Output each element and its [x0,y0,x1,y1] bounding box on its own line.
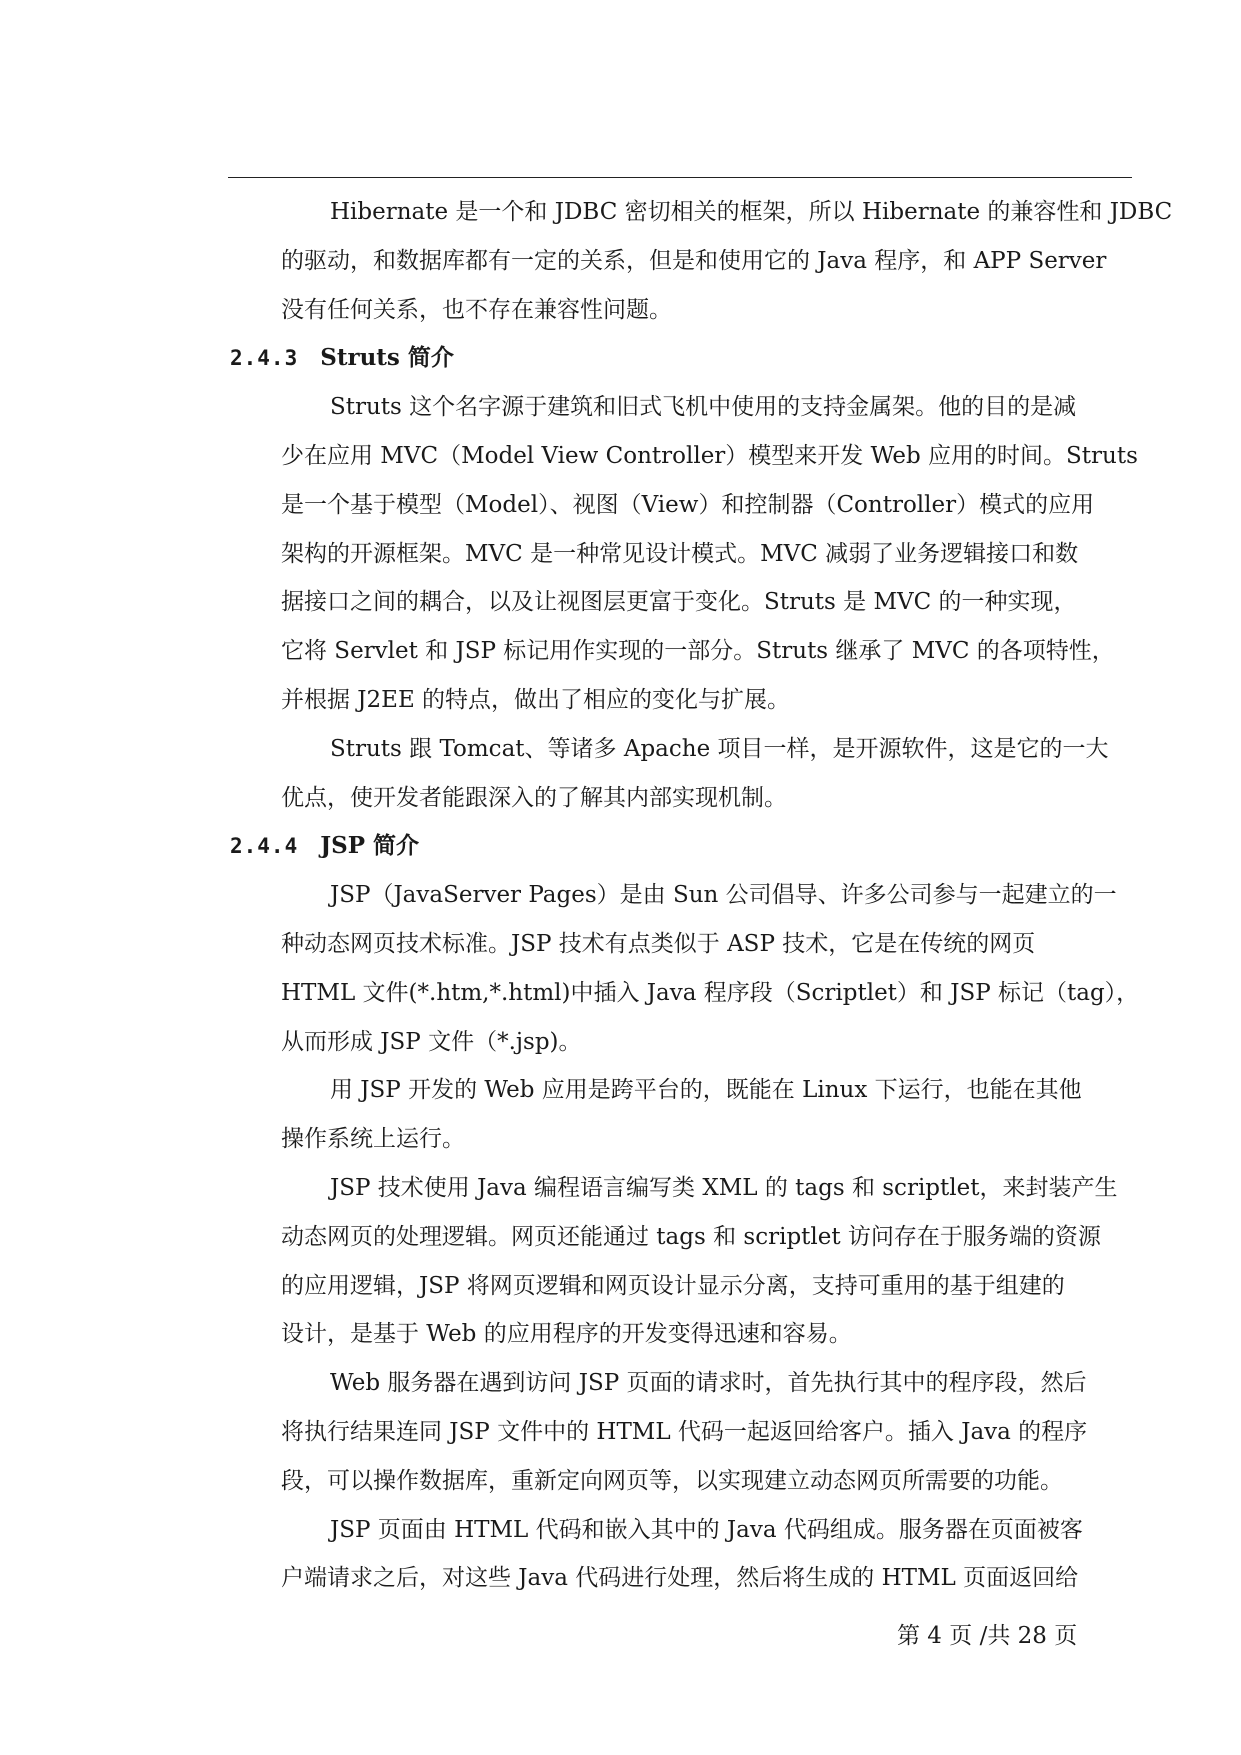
text-line: 架构的开源框架。MVC 是一种常见设计模式。MVC 减弱了业务逻辑接口和数 [281,540,1079,567]
text-line: 的应用逻辑，JSP 将网页逻辑和网页设计显示分离，支持可重用的基于组建的 [281,1272,1065,1299]
text-line: Hibernate 是一个和 JDBC 密切相关的框架，所以 Hibernate 的兼容性和 JDBC [330,199,1173,225]
text-line: 段，可以操作数据库，重新定向网页等，以实现建立动态网页所需要的功能。 [281,1467,1063,1494]
text-line: JSP（JavaServer Pages）是由 Sun 公司倡导、许多公司参与一起建立的一 [330,882,1117,909]
header-rule [228,177,1132,178]
text-line: 用 JSP 开发的 Web 应用是跨平台的，既能在 Linux 下运行，也能在其他 [330,1077,1082,1104]
section-title: JSP 简介 [320,832,420,860]
text-line: 它将 Servlet 和 JSP 标记用作实现的一部分。Struts 继承了 MVC 的各项特性， [281,638,1115,665]
section-struts [230,334,1138,822]
text-line: 的驱动，和数据库都有一定的关系，但是和使用它的 Java 程序，和 APP Server [281,247,1107,274]
paragraph [281,871,1140,1066]
text-line: 并根据 J2EE 的特点，做出了相应的变化与扩展。 [281,686,791,713]
page-body [230,188,1173,1603]
text-line: JSP 页面由 HTML 代码和嵌入其中的 Java 代码组成。服务器在页面被客 [330,1516,1083,1543]
section-number: 2.4.3 [230,346,299,371]
text-line: JSP 技术使用 Java 编程语言编写类 XML 的 tags 和 scriptlet，来封装产生 [330,1174,1118,1201]
paragraph [281,1164,1131,1359]
section-title: Struts 简介 [320,344,454,372]
paragraph [281,383,1138,725]
text-line: 是一个基于模型（Model）、视图（View）和控制器（Controller）模式的应用 [281,491,1095,518]
paragraph [281,1359,1131,1505]
paragraph [281,1066,1131,1164]
text-line: 设计，是基于 Web 的应用程序的开发变得迅速和容易。 [281,1321,852,1348]
text-line: 优点，使开发者能跟深入的了解其内部实现机制。 [281,784,787,811]
text-line: Struts 这个名字源于建筑和旧式飞机中使用的支持金属架。他的目的是减 [330,394,1077,421]
text-line: Web 服务器在遇到访问 JSP 页面的请求时，首先执行其中的程序段，然后 [330,1370,1087,1397]
text-line: 户端请求之后，对这些 Java 代码进行处理，然后将生成的 HTML 页面返回给 [281,1565,1079,1592]
text-line: HTML 文件(*.htm,*.html)中插入 Java 程序段（Scriptlet）和 JSP 标记（tag）， [281,979,1140,1006]
text-line: 种动态网页技术标准。JSP 技术有点类似于 ASP 技术，它是在传统的网页 [281,930,1036,957]
text-line: 少在应用 MVC（Model View Controller）模型来开发 Web 应用的时间。Struts [281,442,1138,469]
paragraph [281,1506,1131,1604]
paragraph [281,725,1131,823]
intro-paragraph [281,188,1173,334]
text-line: 从而形成 JSP 文件（*.jsp)。 [281,1028,582,1055]
text-line: Struts 跟 Tomcat、等诸多 Apache 项目一样，是开源软件，这是它的一大 [330,735,1109,762]
text-line: 动态网页的处理逻辑。网页还能通过 tags 和 scriptlet 访问存在于服务端的资源 [281,1223,1101,1250]
text-line: 据接口之间的耦合，以及让视图层更富于变化。Struts 是 MVC 的一种实现， [281,589,1077,616]
text-line: 操作系统上运行。 [281,1126,465,1153]
section-heading [230,334,1131,383]
text-line: 没有任何关系，也不存在兼容性问题。 [281,296,672,323]
section-number: 2.4.4 [230,834,299,859]
section-jsp [230,822,1140,1603]
section-heading [230,822,1131,871]
page-footer [897,1620,1077,1652]
page-number: 第 4 页 /共 28 页 [897,1623,1078,1649]
text-line: 将执行结果连同 JSP 文件中的 HTML 代码一起返回给客户。插入 Java 的程序 [281,1418,1088,1445]
